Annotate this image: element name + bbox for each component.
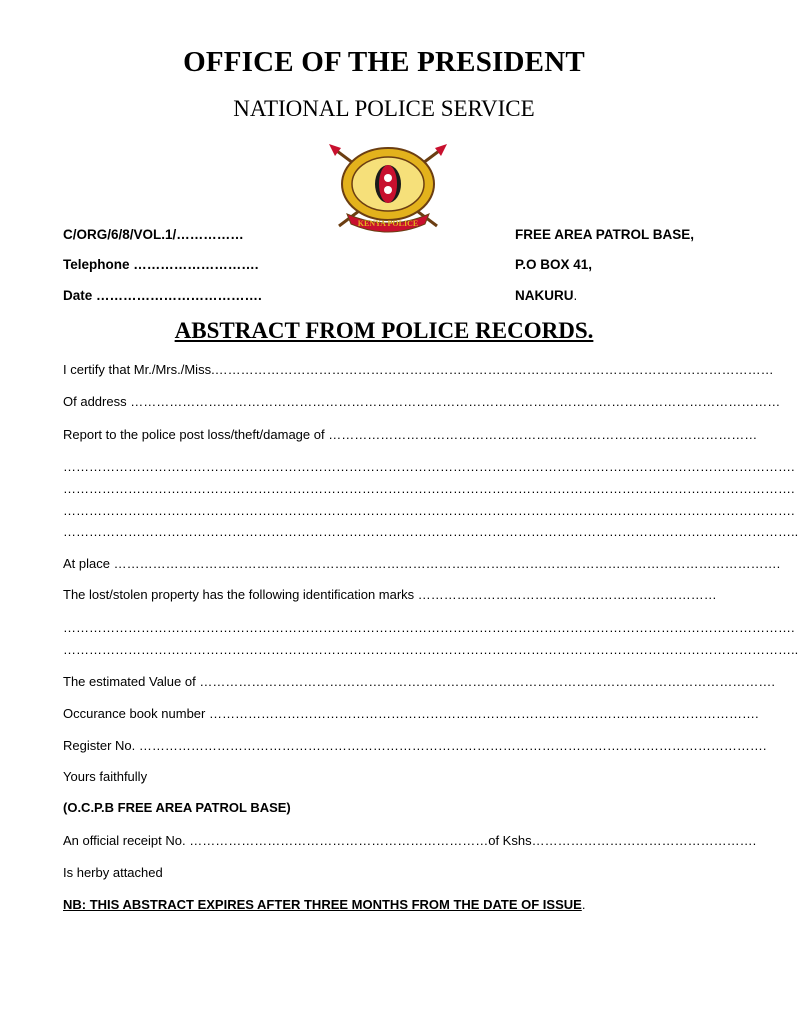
place-line: At place ………………………………………………………………………………………………………………………………………. [63,556,781,571]
telephone-field: Telephone ………………………. [63,257,259,272]
blank-line-3: ……………………………………………………………………………………………………………………………………………………. [63,503,795,518]
yours-faithfully: Yours faithfully [63,769,148,784]
occurrence-book-line: Occurance book number ………………………………………………………………………………………………………………. [63,706,759,721]
ocpb-signature: (O.C.P.B FREE AREA PATROL BASE) [63,800,291,815]
certify-line: I certify that Mr./Mrs./Miss.………………………………………………………………………………………………………………… [63,362,774,377]
blank-line-4: …………………………………………………………………………………………………………………………………………………….. [63,524,798,539]
blank-line-1: ……………………………………………………………………………………………………………………………………………………. [63,459,795,474]
page-title: OFFICE OF THE PRESIDENT [183,46,585,78]
abstract-title: ABSTRACT FROM POLICE RECORDS. [174,318,594,343]
reference-number: C/ORG/6/8/VOL.1/…………… [63,227,244,242]
address-line-2: P.O BOX 41, [515,257,593,272]
estimated-value-line: The estimated Value of ……………………………………………………………………………………………………………………. [63,674,775,689]
identification-marks-line: The lost/stolen property has the following identification marks …………………………………………………………… [63,587,717,602]
attached-line: Is herby attached [63,865,163,880]
report-line: Report to the police post loss/theft/damage of ……………………………………………………………………………………… [63,427,758,442]
receipt-line: An official receipt No. ……………………………………………………………of Kshs……………………………………………. [63,833,757,848]
page-subtitle: NATIONAL POLICE SERVICE [233,96,535,121]
blank-line-5: ……………………………………………………………………………………………………………………………………………………. [63,620,795,635]
blank-line-6: …………………………………………………………………………………………………………………………………………………….. [63,642,798,657]
register-line: Register No. ………………………………………………………………………………………………………………………………. [63,738,767,753]
emblem-banner-text: KENYA POLICE [357,219,419,228]
kenya-police-emblem-icon [325,142,451,234]
address-line-3: NAKURU. [515,288,578,303]
address-line-1: FREE AREA PATROL BASE, [515,227,695,242]
nb-notice: NB: THIS ABSTRACT EXPIRES AFTER THREE MONTHS FROM THE DATE OF ISSUE. [63,897,586,912]
blank-line-2: ……………………………………………………………………………………………………………………………………………………. [63,481,795,496]
date-field: Date ………………………………. [63,288,262,303]
address-line: Of address …………………………………………………………………………………………………………………………………… [63,394,781,409]
